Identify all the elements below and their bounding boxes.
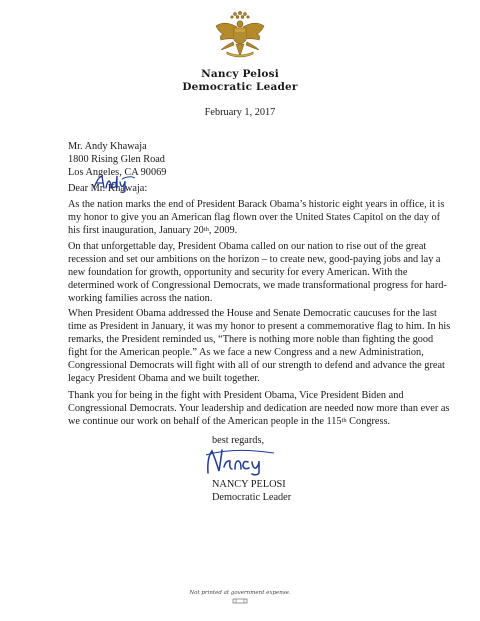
footer-note: Not printed at government expense. — [189, 590, 291, 596]
paragraph-3 — [68, 307, 451, 385]
recipient-city: Los Angeles, CA 90069 — [68, 167, 167, 178]
paragraph-2 — [68, 240, 447, 305]
paragraph-line: his first inauguration, January 20th, 2009. — [68, 225, 238, 236]
letterhead-name: Nancy Pelosi — [201, 68, 279, 80]
union-label-icon — [232, 598, 248, 604]
paragraph-line: When President Obama addressed the House and Senate Democratic caucuses for the last — [68, 308, 437, 319]
paragraph-line: determined work of Congressional Democrats, we made transformational progress for hard- — [68, 280, 447, 291]
paragraph-line: time as President in January, it was my honor to present a commemorative flag to him. In his — [68, 321, 451, 332]
paragraph-line: my honor to give you an American flag flown over the United States Capitol on the day of — [68, 212, 441, 223]
salutation-name: Mr. Khawaja: — [90, 183, 148, 194]
handwritten-signature — [204, 447, 276, 477]
eagle-seal-icon — [213, 10, 267, 62]
paragraph-line: new foundation for growth, opportunity and security for every American. With the — [68, 267, 408, 278]
paragraph-line: On that unforgettable day, President Obama called on our nation to rise out of the great — [68, 241, 427, 252]
paragraph-line: working families across the nation. — [68, 293, 213, 304]
paragraph-line: As the nation marks the end of President Barack Obama’s historic eight years in office, it is — [68, 199, 445, 210]
salutation-prefix: Dear — [68, 183, 89, 194]
paragraph-4 — [68, 389, 450, 428]
paragraph-line: Congressional Democrats. Your leadership and dedication are needed now more than ever as — [68, 403, 450, 414]
paragraph-line: remarks, the President reminded us, “There is nothing more noble than fighting the good — [68, 334, 434, 345]
paragraph-line: Thank you for being in the fight with President Obama, Vice President Biden and — [68, 390, 404, 401]
letter-date: February 1, 2017 — [204, 107, 276, 118]
paragraph-line: recession and set our ambitions on the horizon – to create new, good-paying jobs and lay a — [68, 254, 441, 265]
paragraph-1 — [68, 198, 445, 237]
paragraph-line: we continue our work on behalf of the American people in the 115th Congress. — [68, 416, 391, 427]
signer-name: NANCY PELOSI — [212, 479, 286, 490]
letterhead-title: Democratic Leader — [182, 81, 298, 93]
signer-title: Democratic Leader — [212, 492, 292, 503]
paragraph-line: Congressional Democrats will fight with all of our strength to defend and advance the great — [68, 360, 445, 371]
paragraph-line: legacy President Obama and we built together. — [68, 373, 260, 384]
recipient-street: 1800 Rising Glen Road — [68, 154, 165, 165]
paragraph-line: fight for the American people.” As we face a new Congress and a new Administration, — [68, 347, 424, 358]
handwritten-salutation-signature — [92, 173, 136, 193]
recipient-name: Mr. Andy Khawaja — [68, 141, 147, 152]
closing: best regards, — [212, 435, 265, 446]
